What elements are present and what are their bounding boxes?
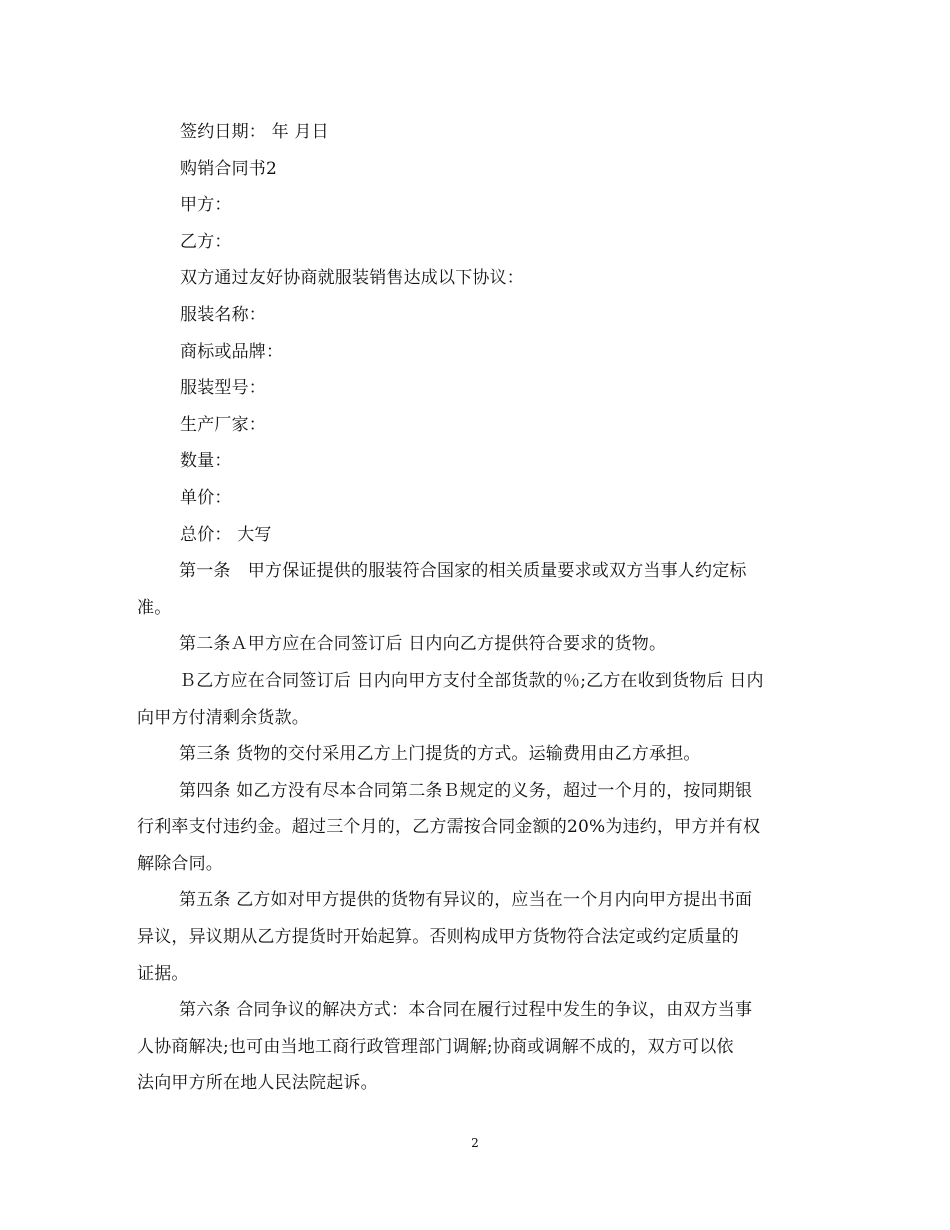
intro-line: 双方通过友好协商就服装销售达成以下协议： <box>180 268 524 289</box>
article-2b-line-2: 向甲方付清剩余货款。 <box>137 707 309 728</box>
article-6-line-3: 法向甲方所在地人民法院起诉。 <box>137 1073 378 1094</box>
article-6 <box>137 992 810 1102</box>
article-2b <box>137 663 810 736</box>
sign-date-line: 签约日期： 年 月日 <box>180 122 329 142</box>
article-5 <box>137 882 810 992</box>
unit-price-line: 单价： <box>180 487 232 508</box>
manufacturer-line: 生产厂家： <box>180 414 266 435</box>
party-a-line: 甲方： <box>180 195 232 216</box>
article-2a-line-1: 第二条Ａ甲方应在合同签订后 日内向乙方提供符合要求的货物。 <box>179 634 667 655</box>
article-3-line-1: 第三条 货物的交付采用乙方上门提货的方式。运输费用由乙方承担。 <box>179 744 701 765</box>
clothing-name-line: 服装名称： <box>180 304 266 325</box>
article-1 <box>137 553 810 626</box>
model-line: 服装型号： <box>180 378 266 399</box>
article-4-line-1: 第四条 如乙方没有尽本合同第二条Ｂ规定的义务，超过一个月的，按同期银 <box>179 780 753 801</box>
article-2a <box>179 626 810 663</box>
article-5-line-3: 证据。 <box>137 963 189 984</box>
contract-title: 购销合同书2 <box>180 158 278 179</box>
document-body <box>137 114 810 1102</box>
article-6-line-1: 第六条 合同争议的解决方式：本合同在履行过程中发生的争议，由双方当事 <box>179 1000 753 1021</box>
party-b-line: 乙方： <box>180 231 232 252</box>
total-price-line: 总价： 大写 <box>180 524 272 545</box>
page-number: 2 <box>471 1136 479 1150</box>
article-5-line-1: 第五条 乙方如对甲方提供的货物有异议的，应当在一个月内向甲方提出书面 <box>179 890 753 911</box>
article-4-line-2: 行利率支付违约金。超过三个月的，乙方需按合同金额的20%为违约，甲方并有权 <box>137 817 761 838</box>
article-4 <box>137 773 810 883</box>
article-1-line-1: 第一条 甲方保证提供的服装符合国家的相关质量要求或双方当事人约定标 <box>179 561 747 582</box>
article-5-line-2: 异议，异议期从乙方提货时开始起算。否则构成甲方货物符合法定或约定质量的 <box>137 927 739 948</box>
article-3 <box>179 736 810 773</box>
article-4-line-3: 解除合同。 <box>137 853 223 874</box>
brand-line: 商标或品牌： <box>180 341 284 362</box>
article-2b-line-1: Ｂ乙方应在合同签订后 日内向甲方支付全部货款的％;乙方在收到货物后 日内 <box>179 670 764 691</box>
article-1-line-2: 准。 <box>137 597 172 618</box>
quantity-line: 数量： <box>180 451 232 472</box>
article-6-line-2: 人协商解决;也可由当地工商行政管理部门调解;协商或调解不成的，双方可以依 <box>137 1036 734 1057</box>
